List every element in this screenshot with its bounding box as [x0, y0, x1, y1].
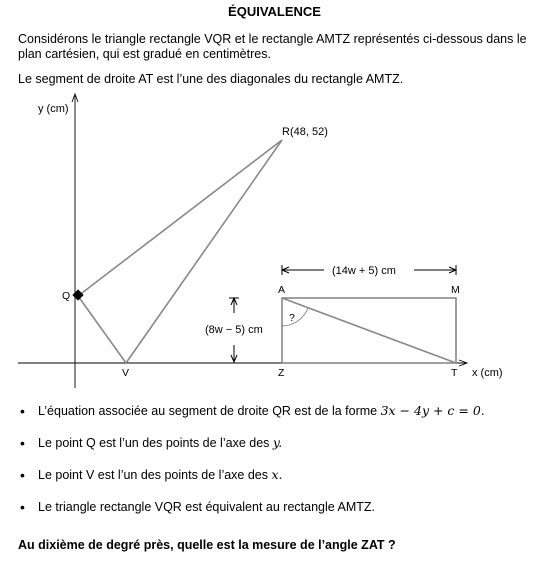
list-item: • Le point V est l’un des points de l’axe des x. — [20, 467, 283, 483]
bullet-icon: • — [20, 403, 25, 419]
list-item: • Le triangle rectangle VQR est équivalent au rectangle AMTZ. — [20, 499, 375, 515]
question-text: Au dixième de degré près, quelle est la mesure de l’angle ZAT ? — [18, 538, 396, 552]
right-angle-marker-q — [72, 289, 83, 300]
width-label: (14w + 5) cm — [332, 265, 396, 277]
y-axis-label: y (cm) — [38, 103, 69, 115]
diagonal-statement: Le segment de droite AT est l’une des diagonales du rectangle AMTZ. — [18, 72, 404, 86]
bullet-icon: • — [20, 467, 25, 483]
bullet-icon: • — [20, 435, 25, 451]
angle-zat-arc — [282, 308, 308, 326]
point-v-label: V — [122, 367, 130, 379]
bullet-icon: • — [20, 499, 25, 515]
point-a-label: A — [278, 284, 286, 296]
intro-paragraph: Considérons le triangle rectangle VQR et le rectangle AMTZ représentés ci-dessous dans le plan cartésien, qui est gradué en centimètres. — [18, 32, 527, 61]
page-title: ÉQUIVALENCE — [228, 4, 321, 19]
list-item: • L’équation associée au segment de droite QR est de la forme 3x − 4y + c = 0. — [20, 403, 485, 419]
point-z-label: Z — [278, 367, 285, 379]
point-q-label: Q — [62, 290, 71, 302]
geometry-figure — [0, 90, 549, 390]
point-m-label: M — [451, 284, 460, 296]
diagonal-at — [282, 298, 456, 363]
list-item: • Le point Q est l’un des points de l’axe des y. — [20, 435, 283, 451]
point-t-label: T — [451, 367, 458, 379]
unknown-angle-label: ? — [289, 312, 295, 324]
point-r-label: R(48, 52) — [282, 126, 328, 138]
height-label: (8w − 5) cm — [205, 324, 263, 336]
x-axis-label: x (cm) — [472, 367, 503, 379]
condition-list — [18, 402, 538, 530]
